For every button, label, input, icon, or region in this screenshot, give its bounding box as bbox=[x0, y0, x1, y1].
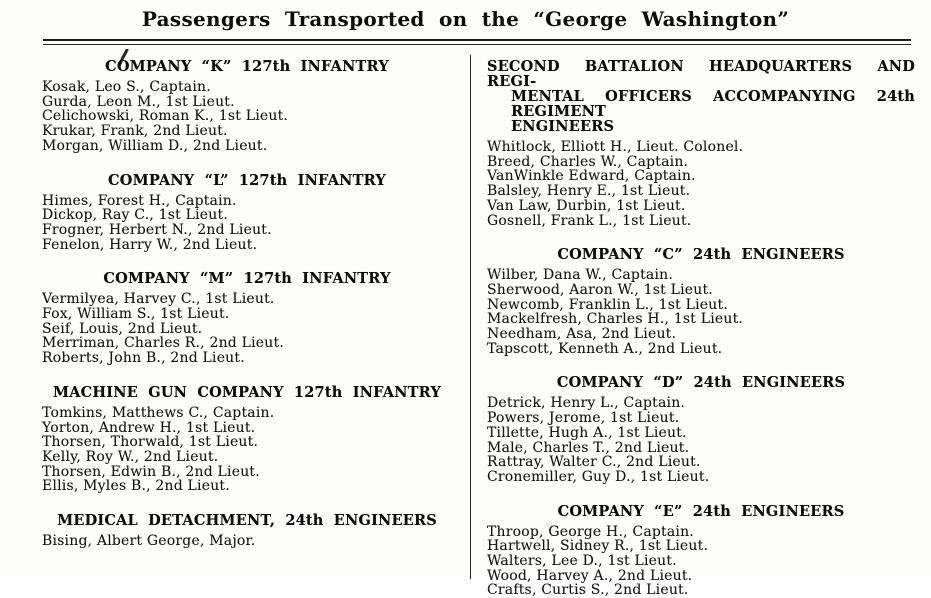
passenger-line: Vermilyea, Harvey C., 1st Lieut. bbox=[42, 291, 275, 308]
passenger-line: Dickop, Ray C., 1st Lieut. bbox=[42, 207, 228, 224]
passenger-line: Walters, Lee D., 1st Lieut. bbox=[487, 553, 677, 570]
passenger-line: Krukar, Frank, 2nd Lieut. bbox=[42, 123, 228, 140]
section-company-k bbox=[42, 59, 452, 154]
heading-line: SECOND BATTALION HEADQUARTERS AND REGI- bbox=[487, 58, 915, 90]
passenger-line: Rattray, Walter C., 2nd Lieut. bbox=[487, 454, 701, 471]
section-second-battalion-hq bbox=[487, 59, 915, 228]
passenger-line: Wilber, Dana W., Captain. bbox=[487, 267, 674, 284]
columns bbox=[0, 55, 931, 598]
title-divider bbox=[43, 39, 911, 45]
passenger-line: Balsley, Henry E., 1st Lieut. bbox=[487, 183, 691, 200]
section-heading: COMPANY “M” 127th INFANTRY bbox=[103, 270, 391, 288]
page-title: Passengers Transported on the “George Washington” bbox=[141, 7, 790, 31]
passenger-line: Fox, William S., 1st Lieut. bbox=[42, 306, 230, 323]
section-heading: COMPANY “L” 127th INFANTRY bbox=[108, 171, 386, 189]
passenger-line: Himes, Forest H., Captain. bbox=[42, 192, 237, 209]
passenger-line: Gosnell, Frank L., 1st Lieut. bbox=[487, 212, 692, 229]
passenger-line: Morgan, William D., 2nd Lieut. bbox=[42, 137, 268, 154]
passenger-line: Kelly, Roy W., 2nd Lieut. bbox=[42, 448, 219, 465]
section-company-c bbox=[487, 247, 915, 356]
passenger-line: Newcomb, Franklin L., 1st Lieut. bbox=[487, 296, 728, 313]
section-heading: COMPANY “D” 24th ENGINEERS bbox=[556, 374, 846, 392]
left-column bbox=[0, 55, 470, 579]
passenger-line: Tomkins, Matthews C., Captain. bbox=[42, 404, 275, 421]
passenger-line: Frogner, Herbert N., 2nd Lieut. bbox=[42, 221, 272, 238]
section-heading: MEDICAL DETACHMENT, 24th ENGINEERS bbox=[57, 512, 437, 530]
passenger-line: Seif, Louis, 2nd Lieut. bbox=[42, 320, 203, 337]
right-column bbox=[470, 55, 931, 598]
passenger-line: Whitlock, Elliott H., Lieut. Colonel. bbox=[487, 139, 744, 155]
section-machine-gun-company bbox=[42, 385, 452, 494]
passenger-line: Tapscott, Kenneth A., 2nd Lieut. bbox=[487, 340, 723, 357]
section-heading: COMPANY “E” 24th ENGINEERS bbox=[557, 502, 845, 520]
section-company-l bbox=[42, 173, 452, 253]
passenger-line: Wood, Harvey A., 2nd Lieut. bbox=[487, 567, 693, 584]
passenger-line: Throop, George H., Captain. bbox=[487, 523, 694, 540]
passenger-line: Yorton, Andrew H., 1st Lieut. bbox=[42, 419, 256, 436]
passenger-line: Fenelon, Harry W., 2nd Lieut. bbox=[42, 236, 258, 253]
passenger-line: Needham, Asa, 2nd Lieut. bbox=[487, 326, 677, 343]
passenger-line: VanWinkle Edward, Captain. bbox=[487, 168, 696, 185]
passenger-line: Merriman, Charles R., 2nd Lieut. bbox=[42, 335, 284, 352]
passenger-line: Ellis, Myles B., 2nd Lieut. bbox=[42, 478, 230, 495]
ink-mark bbox=[117, 49, 129, 67]
passenger-line: Kosak, Leo S., Captain. bbox=[42, 79, 211, 95]
section-company-m bbox=[42, 271, 452, 366]
passenger-line: Sherwood, Aaron W., 1st Lieut. bbox=[487, 281, 713, 298]
section-company-e bbox=[487, 504, 915, 598]
passenger-line: Roberts, John B., 2nd Lieut. bbox=[42, 350, 245, 367]
passenger-line: Celichowski, Roman K., 1st Lieut. bbox=[42, 108, 289, 125]
heading-line: ENGINEERS bbox=[511, 118, 615, 135]
passenger-line: Thorsen, Edwin B., 2nd Lieut. bbox=[42, 463, 260, 480]
section-medical-detachment bbox=[42, 513, 452, 549]
passenger-line: Gurda, Leon M., 1st Lieut. bbox=[42, 93, 235, 110]
passenger-line: Detrick, Henry L., Captain. bbox=[487, 395, 686, 412]
passenger-line: Breed, Charles W., Captain. bbox=[487, 153, 689, 170]
section-heading: COMPANY “K” 127th INFANTRY bbox=[105, 58, 389, 75]
passenger-line: Male, Charles T., 2nd Lieut. bbox=[487, 439, 690, 456]
heading-line: MENTAL OFFICERS ACCOMPANYING 24th REGIMENT bbox=[511, 88, 915, 120]
passenger-line: Cronemiller, Guy D., 1st Lieut. bbox=[487, 468, 710, 485]
section-heading bbox=[487, 59, 915, 134]
passenger-line: Hartwell, Sidney R., 1st Lieut. bbox=[487, 538, 709, 555]
passenger-line: Bising, Albert George, Major. bbox=[42, 533, 256, 550]
passenger-line: Thorsen, Thorwald, 1st Lieut. bbox=[42, 434, 259, 451]
section-heading: COMPANY “C” 24th ENGINEERS bbox=[557, 246, 845, 264]
section-company-d bbox=[487, 375, 915, 484]
section-heading: MACHINE GUN COMPANY 127th INFANTRY bbox=[52, 383, 442, 401]
passenger-line: Powers, Jerome, 1st Lieut. bbox=[487, 410, 680, 427]
passenger-line: Tillette, Hugh A., 1st Lieut. bbox=[487, 424, 687, 441]
passenger-line: Van Law, Durbin, 1st Lieut. bbox=[487, 197, 686, 214]
passenger-line: Mackelfresh, Charles H., 1st Lieut. bbox=[487, 311, 744, 328]
passenger-line: Crafts, Curtis S., 2nd Lieut. bbox=[487, 582, 689, 598]
